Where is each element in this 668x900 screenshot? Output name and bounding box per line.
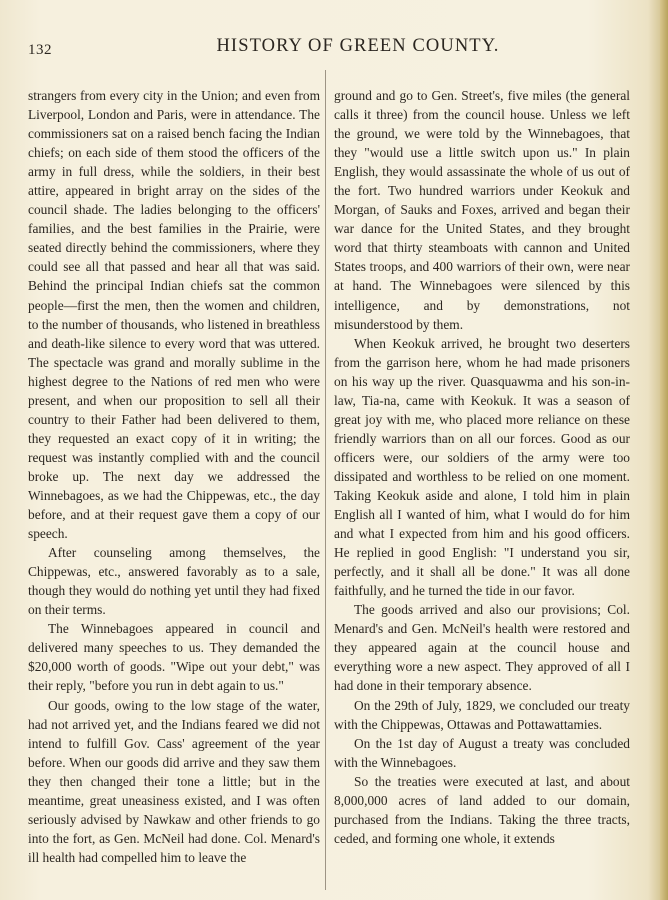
right-column: [334, 86, 630, 848]
column-divider: [325, 70, 326, 890]
page-edge: [660, 0, 668, 900]
paragraph: Our goods, owing to the low stage of the water, had not arrived yet, and the Indians feared we did not intend to fulfill Gov. Cass' agreement of the year before. When our goods did arrive and they saw them they then changed their tone a little; but in the meantime, great uneasiness existed, and I was often seriously advised by Nawkaw and other friends to go into the fort, as Gen. McNeil had done. Col. Menard's ill health had compelled him to leave the: [28, 697, 320, 865]
paragraph: strangers from every city in the Union; and even from Liverpool, London and Paris, were in attendance. The commissioners sat on a raised bench facing the Indian chiefs; on each side of them stood the officers of the army in full dress, while the soldiers, in their best attire, appeared in bright array on the sides of the council shade. The ladies belonging to the officers' families, and the best families in the Prairie, were seated directly behind the commissioners, where they could see all that passed and hear all that was said. Behind the principal Indian chiefs sat the common people—first the men, then the women and children, to the number of thousands, who listened in breathless and death-like silence to every word that was uttered. The spectacle was grand and morally sublime in the highest degree to the Nations of red men who were present, and when our proposition to sell all their country to their Father had been delivered to them, they requested an exact copy of it in writing; the request was instantly complied with and the council broke up. The next day we addressed the Winnebagoes, as we had the Chippewas, etc., the day before, and at their request gave them a copy of our speech.: [28, 88, 320, 542]
page-header: [28, 36, 648, 60]
paragraph: When Keokuk arrived, he brought two deserters from the garrison here, whom he had made prisoners on his way up the river. Quasquawma and his son-in-law, Tia-na, came with Keokuk. It was a season of great joy with me, who placed more reliance on these friendly warriors than on all our forces. Good as our officers were, our soldiers of the army were too dissipated and worthless to be relied on one moment. Taking Keokuk aside and alone, I told him in plain English all I wanted of him, what I would do for him and what I expected from him and his good officers. He replied in good English: "I understand you sir, perfectly, and it shall all be done." It was all done faithfully, and he turned the tide in our favor.: [334, 335, 630, 599]
paragraph: On the 1st day of August a treaty was concluded with the Winnebagoes.: [334, 735, 630, 770]
paragraph: So the treaties were executed at last, and about 8,000,000 acres of land added to our domain, purchased from the Indians. Taking the three tracts, ceded, and forming one whole, it extends: [334, 773, 630, 846]
page-number: 132: [28, 42, 52, 58]
paragraph: After counseling among themselves, the Chippewas, etc., answered favorably as to a sale, though they would do nothing yet until they had fixed on their terms.: [28, 545, 320, 618]
running-title: HISTORY OF GREEN COUNTY.: [216, 36, 500, 56]
paragraph: On the 29th of July, 1829, we concluded our treaty with the Chippewas, Ottawas and Pottawattamies.: [334, 697, 630, 732]
paragraph: The Winnebagoes appeared in council and delivered many speeches to us. They demanded the $20,000 worth of goods. "Wipe out your debt," was their reply, "before you run in debt again to us.": [28, 621, 320, 694]
left-column: [28, 86, 320, 867]
paragraph: ground and go to Gen. Street's, five miles (the general calls it three) from the council house. Unless we left the ground, we were told by the Winnebagoes, that they "would use a little switch upon us." In plain English, they would assassinate the whole of us out of the fort. Two hundred warriors under Keokuk and Morgan, of Sauks and Foxes, arrived and began their war dance for the United States, and they brought word that thirty steamboats with cannon and United States troops, and 400 warriors of their own, were near at hand. The Winnebagoes were silenced by this intelligence, and by demonstrations, not misunderstood by them.: [334, 88, 630, 332]
paragraph: The goods arrived and also our provisions; Col. Menard's and Gen. McNeil's health were restored and they appeared again at the council house and everything wore a new aspect. They approved of all I had done in their temporary absence.: [334, 602, 630, 694]
